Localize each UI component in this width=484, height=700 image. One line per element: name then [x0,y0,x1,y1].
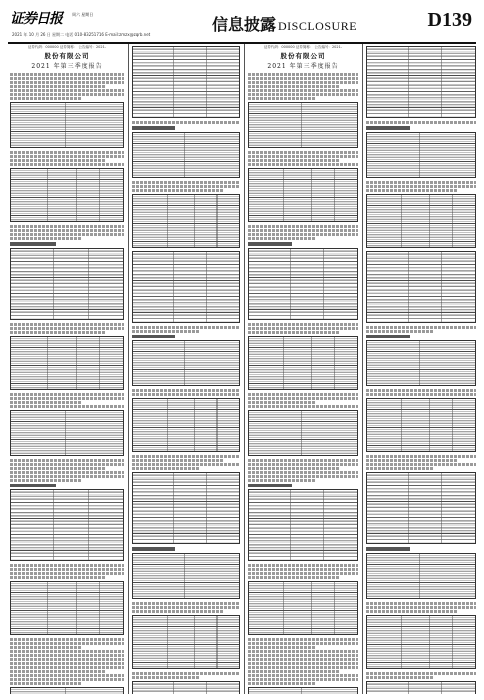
data-table [366,46,476,118]
report-body [132,46,240,694]
data-table [366,251,476,323]
data-table [10,168,124,222]
text-line [132,181,240,184]
text-line [248,93,358,96]
text-line [248,662,358,665]
text-line [248,81,358,84]
table-cells [249,490,357,560]
text-line [10,81,124,84]
data-table [10,687,124,694]
text-line [132,393,240,396]
text-line [10,463,124,466]
text-line [132,606,240,609]
text-line [248,163,358,166]
text-line [366,610,458,613]
text-line [132,121,240,124]
table-cells [133,399,239,451]
text-line [10,159,106,162]
data-table [132,46,240,118]
text-line [132,610,223,613]
report-type: 2021 年第三季度报告 [31,63,103,70]
text-line [132,467,199,470]
text-line [10,638,124,641]
text-line [248,405,358,408]
text-line [10,459,124,462]
column-divider [362,44,363,694]
report-body [248,73,358,694]
section-title-cn: 信息披露 [212,15,277,34]
text-line [366,606,476,609]
text-line [366,389,476,392]
text-line [10,658,124,661]
text-line [366,672,476,675]
data-table [132,194,240,248]
text-line [248,85,340,88]
text-line [248,463,358,466]
report-codes: 证券代码：000000 证券简称： 公告编号：2021- [27,45,107,49]
data-table [248,410,358,456]
text-line [366,602,476,605]
table-cells [249,337,357,389]
table-cells [11,411,123,455]
table-cells [133,473,239,543]
table-cells [249,411,357,455]
text-line [248,642,358,645]
text-line [248,467,340,470]
data-table [10,336,124,390]
text-line [248,237,316,240]
text-line [248,397,358,400]
table-cells [133,682,239,695]
table-cells [367,341,475,385]
table-cells [11,688,123,694]
data-table [132,340,240,386]
text-line [10,654,124,657]
table-cells [367,47,475,117]
text-line [132,189,223,192]
table-cells [249,582,357,634]
report-header-left [10,45,124,72]
section-title [212,12,357,35]
report-header-right [248,45,358,72]
table-cells [367,473,475,543]
subheading [366,126,410,130]
text-line [10,225,124,228]
text-line [10,331,106,334]
column-divider [128,44,129,694]
table-cells [249,103,357,147]
table-cells [249,688,357,694]
company-name: 股份有限公司 [44,52,90,60]
text-line [248,89,358,92]
text-line [10,97,81,100]
data-table [10,102,124,148]
text-line [10,471,124,474]
edition-tag: 周六 星期日 [72,12,94,17]
text-line [10,572,124,575]
text-line [248,650,358,653]
subheading [248,242,292,246]
data-table [10,248,124,320]
table-cells [133,554,239,598]
report-body [10,73,124,694]
text-line [366,455,476,458]
page-number: D139 [427,9,472,31]
table-cells [367,252,475,322]
text-line [248,682,316,685]
data-table [248,489,358,561]
text-line [248,331,340,334]
text-line [132,676,199,679]
table-cells [133,616,239,668]
table-cells [133,252,239,322]
data-table [132,251,240,323]
text-line [132,455,240,458]
text-line [366,185,476,188]
text-line [248,666,358,669]
text-line [366,393,476,396]
table-cells [133,195,239,247]
text-line [10,233,124,236]
data-table [248,687,358,694]
table-cells [11,103,123,147]
text-line [10,89,124,92]
text-line [366,467,434,470]
text-line [132,389,240,392]
masthead [8,4,476,44]
text-line [366,330,434,333]
subheading [132,335,175,339]
data-table [366,194,476,248]
text-line [10,670,106,673]
report-body [366,46,476,694]
table-cells [367,616,475,668]
text-line [10,662,124,665]
data-table [366,615,476,669]
data-table [132,615,240,669]
text-line [10,155,124,158]
table-cells [11,249,123,319]
data-table [366,681,476,695]
text-line [248,233,358,236]
column-2 [132,44,240,694]
table-cells [367,195,475,247]
text-line [10,576,106,579]
text-line [366,463,476,466]
text-line [248,327,358,330]
text-line [10,397,124,400]
data-table [366,553,476,599]
text-line [248,73,358,76]
text-line [132,672,240,675]
text-line [248,151,358,154]
table-cells [133,47,239,117]
text-line [366,181,476,184]
data-table [248,168,358,222]
text-line [248,471,358,474]
text-line [248,564,358,567]
subheading [248,484,292,488]
table-cells [133,133,239,177]
subheading [366,335,410,339]
table-cells [367,682,475,695]
text-line [10,393,124,396]
text-line [248,638,358,641]
text-line [10,93,124,96]
subheading [132,126,175,130]
text-line [10,682,81,685]
data-table [132,398,240,452]
text-line [248,479,316,482]
text-line [132,602,240,605]
text-line [10,475,124,478]
table-cells [11,582,123,634]
data-table [10,581,124,635]
text-line [248,658,358,661]
subheading [10,242,56,246]
text-line [248,97,316,100]
text-line [366,326,476,329]
text-line [10,163,124,166]
dateline: 2021 年 10 月 26 日 星期二 电话 010-83251716 E-mail:zmzx@zqrb.net [12,32,151,37]
data-table [366,472,476,544]
table-cells [249,249,357,319]
text-line [366,189,458,192]
text-line [10,678,124,681]
data-table [10,410,124,456]
text-line [248,401,316,404]
text-line [10,666,124,669]
table-cells [249,169,357,221]
text-line [10,77,124,80]
data-table [248,248,358,320]
column-1 [10,44,124,694]
data-table [132,472,240,544]
text-line [248,670,340,673]
text-line [10,323,124,326]
table-cells [367,554,475,598]
newspaper-logo: 证券日报 [10,11,62,27]
table-cells [367,133,475,177]
text-line [10,650,124,653]
data-table [248,581,358,635]
subheading [10,484,56,488]
text-line [10,642,124,645]
text-line [248,678,358,681]
text-line [248,159,340,162]
table-cells [11,337,123,389]
data-table [132,553,240,599]
text-line [248,576,340,579]
column-divider [244,44,245,694]
text-line [248,323,358,326]
table-cells [367,399,475,451]
text-line [366,676,434,679]
text-line [10,229,124,232]
text-line [132,459,223,462]
section-title-en: DISCLOSURE [278,19,358,33]
text-line [10,479,81,482]
text-line [10,467,106,470]
text-line [10,73,124,76]
table-cells [11,169,123,221]
text-line [248,77,358,80]
data-table [248,336,358,390]
subheading [132,547,175,551]
data-table [132,681,240,695]
company-name: 股份有限公司 [280,52,326,60]
text-line [248,155,358,158]
table-cells [11,490,123,560]
text-line [248,568,358,571]
text-line [10,564,124,567]
text-line [10,85,106,88]
text-line [132,185,240,188]
text-line [248,646,316,649]
text-line [248,225,358,228]
report-codes: 证券代码：000000 证券简称： 公告编号：2021- [263,45,343,49]
data-table [366,132,476,178]
text-line [10,401,81,404]
text-line [366,459,458,462]
table-cells [133,341,239,385]
data-table [366,398,476,452]
text-line [248,674,358,677]
text-line [10,674,124,677]
text-line [10,237,81,240]
text-line [132,463,240,466]
text-line [10,646,81,649]
data-table [10,489,124,561]
text-line [248,393,358,396]
text-line [10,405,124,408]
text-line [248,459,358,462]
report-type: 2021 年第三季度报告 [267,63,339,70]
text-line [132,326,240,329]
text-line [10,151,124,154]
data-table [366,340,476,386]
text-line [248,654,358,657]
text-line [10,327,124,330]
column-4 [366,44,476,694]
text-line [366,121,476,124]
data-table [248,102,358,148]
text-line [132,330,199,333]
data-table [132,132,240,178]
text-line [10,568,124,571]
text-line [248,229,358,232]
text-line [248,475,358,478]
subheading [366,547,410,551]
column-3 [248,44,358,694]
text-line [248,572,358,575]
